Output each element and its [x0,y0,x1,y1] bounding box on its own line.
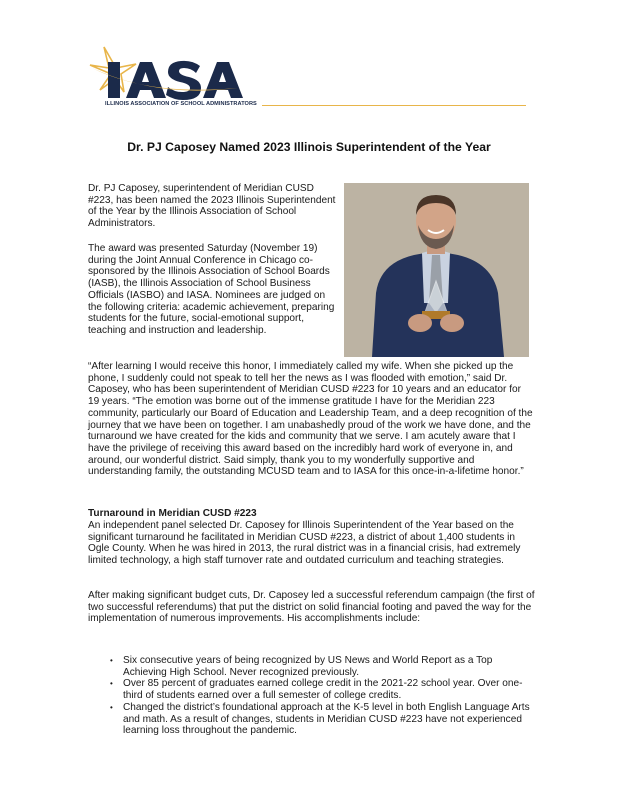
superintendent-photo [344,183,529,357]
referendum-paragraph: After making significant budget cuts, Dr. Caposey led a successful referendum campaign (the first of two successful referendums) that put the district on solid financial footing and paved the way for the implementation of numerous improvements. His accomplishments include: [88,590,535,625]
award-paragraph: The award was presented Saturday (November 19) during the Joint Annual Conference in Chicago co-sponsored by the Illinois Association of School Boards (IASB), the Illinois Association of School Business Officials (IASBO) and IASA. Nominees are judged on the following criteria: academic achievement, preparing students for the future, social-emotional support, teaching and instruction and leadership. [88,243,335,336]
accomplishments-list [103,655,535,737]
bullet-icon: • [110,656,113,665]
list-item-text: Changed the district’s foundational approach at the K-5 level in both English Language Arts and math. As a result of changes, students in Meridian CUSD #223 have not experienced learning loss throughout the pandemic. [123,701,530,737]
list-item-text: Six consecutive years of being recognized by US News and World Report as a Top Achieving High School. Never recognized previously. [123,655,493,678]
header-rule [262,105,526,106]
list-item [103,655,535,678]
logo-letters [108,61,243,100]
list-item [103,678,535,701]
bullet-icon: • [110,702,113,712]
article-title: Dr. PJ Caposey Named 2023 Illinois Superintendent of the Year [127,140,491,154]
logo-subtitle: ILLINOIS ASSOCIATION OF SCHOOL ADMINISTRATORS [105,101,257,107]
list-item [103,702,535,737]
section-heading: Turnaround in Meridian CUSD #223 [88,508,257,519]
turnaround-paragraph: An independent panel selected Dr. Caposey for Illinois Superintendent of the Year based on the significant turnaround he facilitated in Meridian CUSD #223, a district of about 1,400 students in Ogle County. When he was hired in 2013, the rural district was in a financial crisis, had extremely limited technology, a high staff turnover rate and outdated curriculum and teaching strategies. [88,520,521,567]
photo-illustration [344,183,529,357]
bullet-icon: • [110,679,113,689]
intro-paragraph: Dr. PJ Caposey, superintendent of Meridian CUSD #223, has been named the 2023 Illinois Superintendent of the Year by the Illinois Association of School Administrators. [88,183,336,230]
list-item-text: Over 85 percent of graduates earned college credit in the 2021-22 school year. Over one-third of students earned over a full semester of college credits. [123,678,523,702]
quote-paragraph: “After learning I would receive this honor, I immediately called my wife. When she picked up the phone, I suddenly could not speak to tell her the news as I was flooded with emotion,” said Dr. Caposey, who has been superintendent of Meridian CUSD #223 for 10 years and an educator for 19 years. “The emotion was borne out of the immense gratitude I have for the Meridian 223 community, particularly our Board of Education and Leadership Team, and a deep recognition of the journey that we have been on together. I am unabashedly proud of the work we have done, and the turnaround we have created for the kids and community that we serve. I am acutely aware that I have the privilege of receiving this award based on the incredibly hard work of everyone in, and around, our wonderful district. Said simply, thank you to my wonderfully supportive and understanding family, the outstanding MCUSD team and to IASA for this once-in-a-lifetime honor.” [88,361,533,478]
